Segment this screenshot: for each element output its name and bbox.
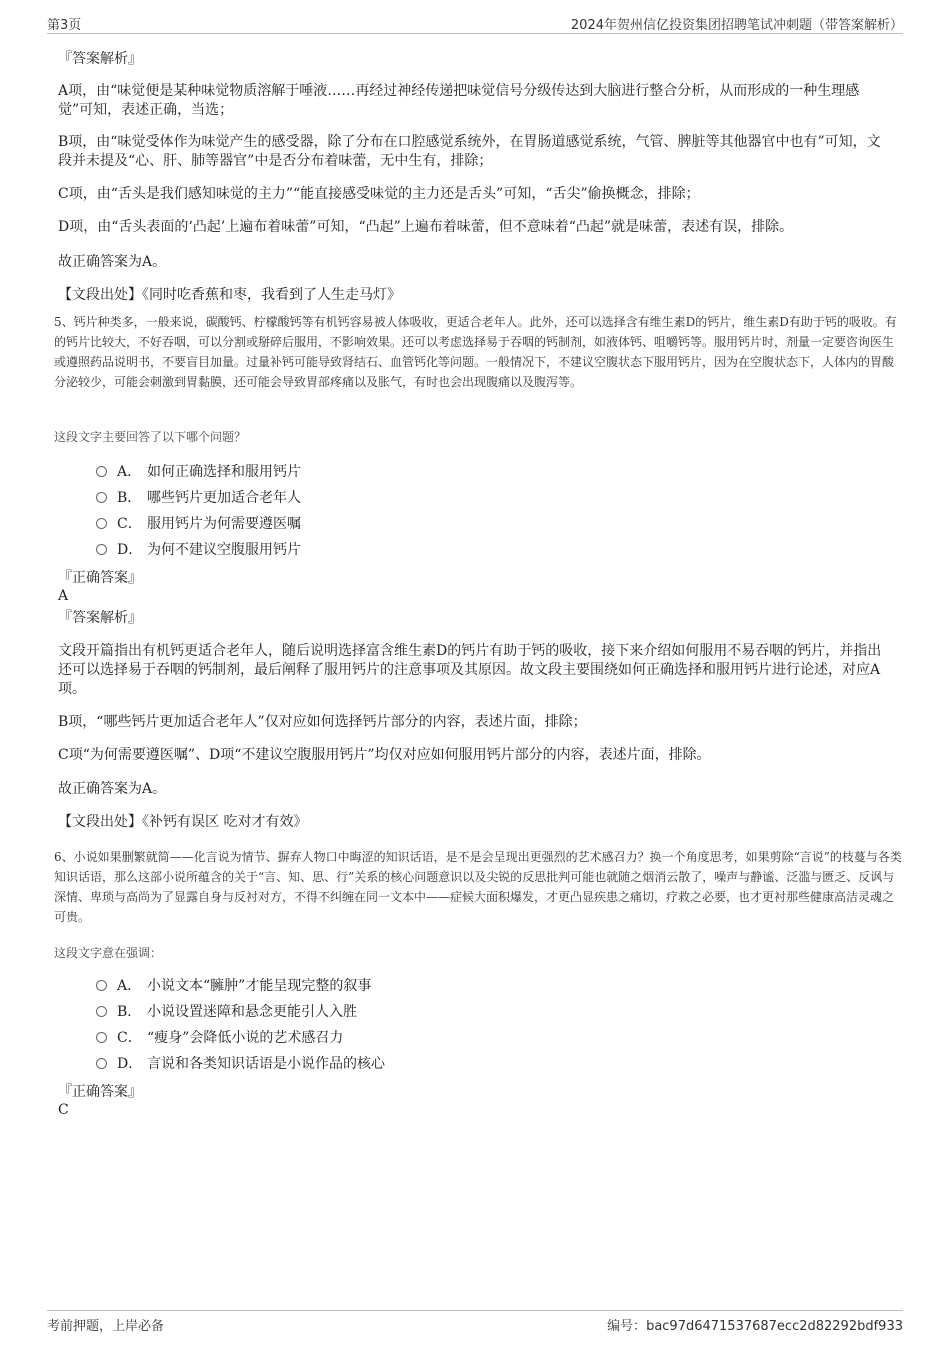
radio-icon[interactable]: [96, 492, 107, 503]
radio-icon[interactable]: [96, 544, 107, 555]
correct-answer: C: [58, 1102, 69, 1118]
question-5-text: 5、钙片种类多，一般来说，碳酸钙、柠檬酸钙等有机钙容易被人体吸收，更适合老年人。此外，还可以选择含有维生素D的钙片，维生素D有助于钙的吸收。有的钙片比较大，不好吞咽，可以分割或掰碎后服用，不影响效果。还可以考虑选择易于吞咽的钙制剂，如液体钙、咀嚼钙等。服用钙片时，剂量一定要咨询医生或遵照药品说明书，不要盲目加量。过量补钙可能导致肾结石、血管钙化等问题。一般情况下，不建议空腹状态下服用钙片，因为在空腹状态下，人体内的胃酸分泌较少，可能会刺激到胃黏膜，还可能会导致胃部疼痛以及胀气，有时也会出现腹痛以及腹泻等。: [54, 315, 897, 389]
radio-icon[interactable]: [96, 980, 107, 991]
analysis-paragraph-cd: C项“为何需要遵医嘱”、D项“不建议空腹服用钙片”均仅对应如何服用钙片部分的内容，表述片面，排除。: [58, 747, 711, 763]
analysis-label: 『答案解析』: [58, 610, 142, 626]
footer-slogan: 考前押题，上岸必备: [47, 1319, 165, 1334]
page-number: 第3页: [47, 18, 82, 33]
radio-icon[interactable]: [96, 1032, 107, 1043]
radio-icon[interactable]: [96, 466, 107, 477]
page-header: [47, 14, 903, 34]
analysis-paragraph-a: A项，由“味觉便是某种味觉物质溶解于唾液……再经过神经传递把味觉信号分级传达到大脑进行整合分析，从而形成的一种生理感觉”可知，表述正确，当选；: [58, 83, 860, 118]
correct-answer-label: 『正确答案』: [58, 1084, 142, 1100]
question-5-option-c[interactable]: C． 服用钙片为何需要遵医嘱: [96, 514, 301, 534]
question-6-text: 6、小说如果删繁就简——化言说为情节、摒弃人物口中晦涩的知识话语，是不是会呈现出更强烈的艺术感召力？换一个角度思考，如果剪除“言说”的枝蔓与各类知识话语，那么这部小说所蕴含的关于“言、知、思、行”关系的核心问题意识以及尖锐的反思批判可能也就随之烟消云散了，噪声与静谧、泛滥与匮乏、反讽与深情、卑琐与高尚为了显露自身与反衬对方，不得不纠缠在同一文本中——症候大面积爆发，才更凸显疾患之痛切，疗救之必要，也才更衬那些健康高洁灵魂之可贵。: [54, 850, 902, 924]
correct-answer-label: 『正确答案』: [58, 570, 142, 586]
question-5-option-b[interactable]: B． 哪些钙片更加适合老年人: [96, 488, 301, 508]
page-footer: [47, 1310, 903, 1334]
analysis-conclusion: 故正确答案为A。: [58, 781, 167, 797]
source-citation: 【文段出处】《同时吃香蕉和枣，我看到了人生走马灯》: [58, 287, 401, 303]
question-6-option-a[interactable]: A． 小说文本“臃肿”才能呈现完整的叙事: [96, 976, 371, 996]
analysis-paragraph-b: B项，由“味觉受体作为味觉产生的感受器，除了分布在口腔感觉系统外，在胃肠道感觉系统，气管、脾脏等其他器官中也有”可知，文段并未提及“心、肝、肺等器官”中是否分布着味蕾，无中生有，排除；: [58, 134, 881, 169]
question-6-option-d[interactable]: D． 言说和各类知识话语是小说作品的核心: [96, 1054, 385, 1074]
document-id: 编号：bac97d6471537687ecc2d82292bdf933: [607, 1319, 903, 1334]
analysis-conclusion: 故正确答案为A。: [58, 254, 167, 270]
question-6-option-c[interactable]: C． “瘦身”会降低小说的艺术感召力: [96, 1028, 343, 1048]
question-6-option-b[interactable]: B． 小说设置迷障和悬念更能引人入胜: [96, 1002, 357, 1022]
analysis-paragraph-c: C项，由“舌头是我们感知味觉的主力”“能直接感受味觉的主力还是舌头”可知，“舌尖”偷换概念，排除；: [58, 186, 700, 202]
radio-icon[interactable]: [96, 1058, 107, 1069]
question-6-prompt: 这段文字意在强调：: [54, 946, 163, 960]
analysis-paragraph-b: B项，“哪些钙片更加适合老年人”仅对应如何选择钙片部分的内容，表述片面，排除；: [58, 714, 587, 730]
analysis-label: 『答案解析』: [58, 51, 142, 67]
question-5-option-a[interactable]: A． 如何正确选择和服用钙片: [96, 462, 301, 482]
question-5-option-d[interactable]: D． 为何不建议空腹服用钙片: [96, 540, 301, 560]
radio-icon[interactable]: [96, 518, 107, 529]
analysis-paragraph-main: 文段开篇指出有机钙更适合老年人，随后说明选择富含维生素D的钙片有助于钙的吸收，接下来介绍如何服用不易吞咽的钙片，并指出还可以选择易于吞咽的钙制剂，最后阐释了服用钙片的注意事项及其原因。故文段主要围绕如何正确选择和服用钙片进行论述，对应A项。: [58, 643, 882, 697]
radio-icon[interactable]: [96, 1006, 107, 1017]
document-title: 2024年贺州信亿投资集团招聘笔试冲刺题（带答案解析）: [570, 18, 903, 33]
question-5-prompt: 这段文字主要回答了以下哪个问题？: [54, 430, 247, 444]
correct-answer: A: [58, 588, 69, 604]
source-citation: 【文段出处】《补钙有误区 吃对才有效》: [58, 814, 308, 830]
analysis-paragraph-d: D项，由“舌头表面的‘凸起’上遍布着味蕾”可知，“凸起”上遍布着味蕾，但不意味着“凸起”就是味蕾，表述有误，排除。: [58, 219, 794, 235]
